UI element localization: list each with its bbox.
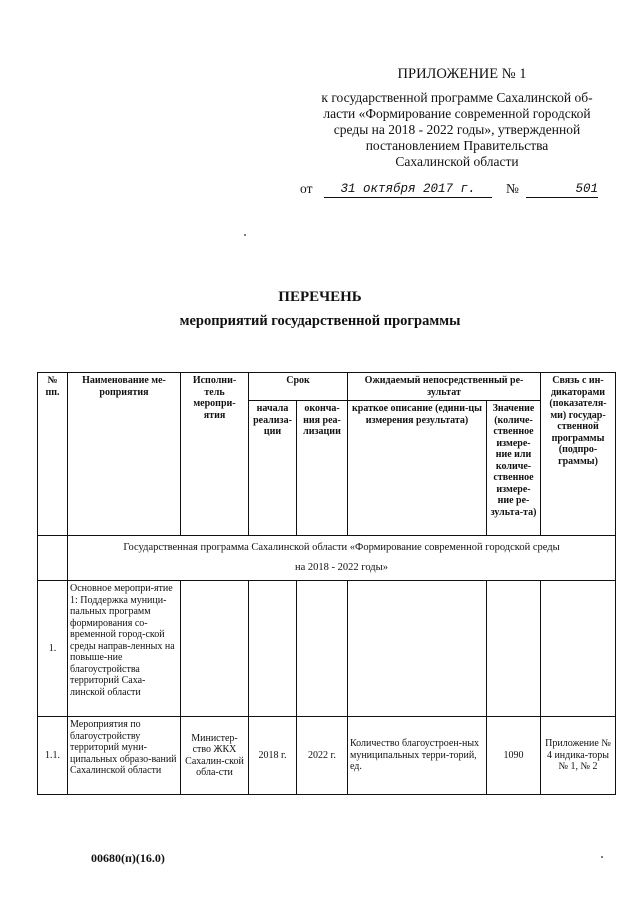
col-header-link: Связь с ин-дикаторами (показателя-ми) государ-ственной программы (подпро-граммы) xyxy=(541,373,616,536)
row-value: 1090 xyxy=(487,717,541,795)
number-value: 501 xyxy=(526,181,598,198)
row-no: 1. xyxy=(38,581,68,717)
col-header-result-value: Значение (количе-ственное измере-ние или количе-ственное измере-ние ре-зульта-та) xyxy=(487,401,541,536)
appendix-title: ПРИЛОЖЕНИЕ № 1 xyxy=(397,66,527,82)
appendix-date-row xyxy=(300,181,620,199)
date-value: 31 октября 2017 г. xyxy=(324,181,492,198)
appendix-line: к государственной программе Сахалинской об- xyxy=(321,90,593,105)
list-heading: ПЕРЕЧЕНЬ xyxy=(278,289,362,305)
row-desc: Количество благоустроен-ных муниципальных терри-торий, ед. xyxy=(348,717,487,795)
footer-code: 00680(п)(16.0) xyxy=(91,851,165,865)
col-header-result-desc: краткое описание (едини-цы измерения результата) xyxy=(348,401,487,536)
table-row xyxy=(38,717,616,795)
row-name: Основное меропри-ятие 1: Поддержка муници-пальных программ формирования со-временной город-ской среды направ-ленных на повыше-ние благоустройства территорий Саха-линской области xyxy=(68,581,181,717)
col-header-executor: Исполни-тель меропри-ятия xyxy=(181,373,249,536)
row-link: Приложение № 4 индика-торы № 1, № 2 xyxy=(541,717,616,795)
appendix-line: постановлением Правительства xyxy=(365,138,549,153)
program-row xyxy=(68,536,616,581)
row-no: 1.1. xyxy=(38,717,68,795)
row-start xyxy=(249,581,297,717)
appendix-line: Сахалинской области xyxy=(395,154,519,169)
program-row-spacer xyxy=(38,536,68,581)
date-prefix: от xyxy=(300,181,313,196)
number-prefix: № xyxy=(506,181,519,196)
appendix-line: среды на 2018 - 2022 годы», утвержденной xyxy=(333,122,581,137)
row-executor: Министер-ство ЖКХ Сахалин-ской обла-сти xyxy=(181,717,249,795)
row-desc xyxy=(348,581,487,717)
row-value xyxy=(487,581,541,717)
program-title-line: на 2018 - 2022 годы» xyxy=(295,562,388,573)
appendix-subtitle xyxy=(294,90,620,170)
row-name: Мероприятия по благоустройству территорий муни-ципальных образо-ваний Сахалинской области xyxy=(68,717,181,795)
scan-speck xyxy=(601,856,603,858)
list-subheading: мероприятий государственной программы xyxy=(179,313,461,329)
measures-table xyxy=(37,372,616,795)
row-end xyxy=(297,581,348,717)
scan-speck xyxy=(244,234,246,236)
col-header-term: Срок xyxy=(249,373,348,401)
row-executor xyxy=(181,581,249,717)
col-header-no: № пп. xyxy=(38,373,68,536)
col-header-term-start: начала реализа-ции xyxy=(249,401,297,536)
row-start: 2018 г. xyxy=(249,717,297,795)
table-row xyxy=(38,581,616,717)
program-title-line: Государственная программа Сахалинской области «Формирование современной городской среды xyxy=(123,542,560,553)
col-header-name: Наименование ме-роприятия xyxy=(68,373,181,536)
col-header-term-end: оконча-ния реа-лизации xyxy=(297,401,348,536)
col-header-result: Ожидаемый непосредственный ре-зультат xyxy=(348,373,541,401)
row-link xyxy=(541,581,616,717)
appendix-line: ласти «Формирование современной городской xyxy=(323,106,591,121)
row-end: 2022 г. xyxy=(297,717,348,795)
